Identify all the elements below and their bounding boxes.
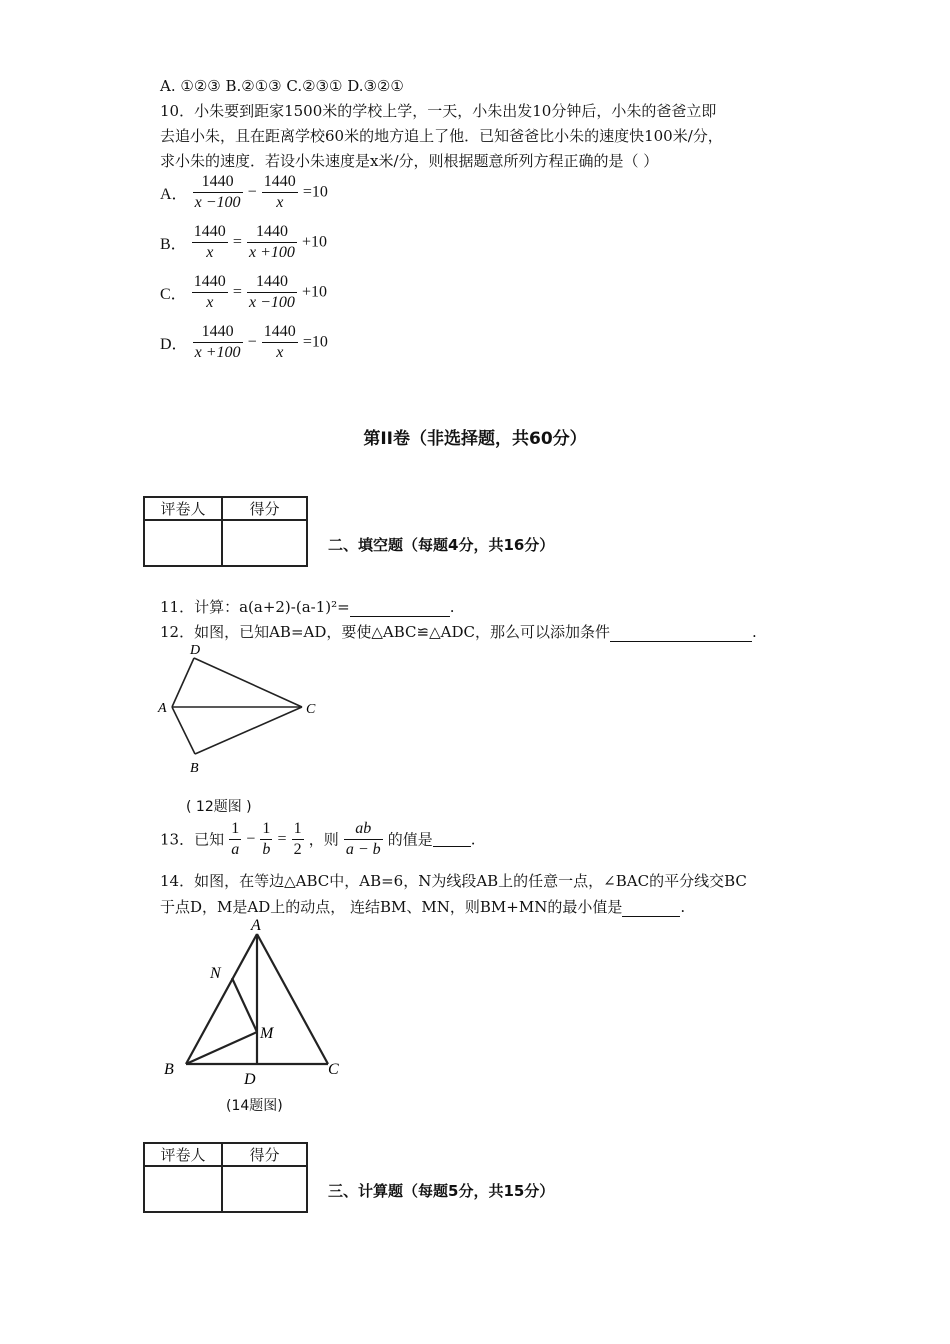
section3-title: 三、计算题（每题5分，共15分） <box>328 1182 555 1200</box>
q14-segment-ab <box>186 934 257 1064</box>
score-header-score: 得分 <box>222 1143 307 1166</box>
q14-segment-bm <box>186 1032 257 1064</box>
q10-option-b: B． $\frac{1440}{x}$ = $\frac{1440}{x +100}$ +10 <box>160 223 328 261</box>
q13: 13．已知 $\frac{1}{a}$ − $\frac{1}{b}$ = $\frac{1}{2}$ ，则 $\frac{ab}{a - b}$ 的值是 . <box>160 820 476 858</box>
q14-line2: 于点D，M是AD上的动点， 连结BM、MN，则BM+MN的最小值是 <box>160 898 623 916</box>
grader-cell <box>144 1166 222 1212</box>
q14-blank <box>622 900 680 917</box>
score-table-2 <box>143 1142 308 1213</box>
q12-label-c: C <box>306 702 316 717</box>
q14-figure <box>150 912 360 1090</box>
q13-blank <box>433 832 471 847</box>
score-table-1 <box>143 496 308 567</box>
part2-title: 第II卷（非选择题，共60分） <box>363 429 587 449</box>
q12-segment-ad <box>172 658 194 707</box>
q14-label-a: A <box>251 917 261 934</box>
q14-line2-wrap: 于点D，M是AD上的动点， 连结BM、MN，则BM+MN的最小值是 . <box>160 898 686 916</box>
q12-blank <box>610 625 752 642</box>
section2-title: 二、填空题（每题4分，共16分） <box>328 536 555 554</box>
q12-label-b: B <box>190 761 199 776</box>
grader-cell <box>144 520 222 566</box>
q9-options: A. ①②③ B.②①③ C.②③① D.③②① <box>160 77 404 95</box>
q12-text: 12．如图，已知AB=AD，要使△ABC≌△ADC，那么可以添加条件 <box>160 623 610 641</box>
q10-option-d: D． $\frac{1440}{x +100}$ − $\frac{1440}{x}$ =10 <box>160 323 328 361</box>
q10-option-a: A． $\frac{1440}{x -100}$ − $\frac{1440}{x}$ =10 <box>160 173 328 211</box>
q10-line3: 求小朱的速度．若设小朱速度是x米/分，则根据题意所列方程正确的是（ ） <box>160 152 659 170</box>
q14-segment-nm <box>232 978 257 1032</box>
q12-label-d: D <box>190 643 201 658</box>
q10-option-c: C． $\frac{1440}{x}$ = $\frac{1440}{x -100}$ +10 <box>160 273 328 311</box>
q11-text: 11．计算：a(a+2)-(a-1)²= <box>160 598 350 616</box>
q14-label-d: D <box>244 1071 256 1088</box>
score-header-score: 得分 <box>222 497 307 520</box>
q14-segment-ac <box>257 934 328 1064</box>
score-cell <box>222 1166 307 1212</box>
q11: 11．计算：a(a+2)-(a-1)²= . <box>160 598 455 616</box>
q12-label-a: A <box>158 701 167 716</box>
q14-label-m: M <box>260 1025 274 1042</box>
q12-segment-bc <box>195 707 302 754</box>
score-header-grader: 评卷人 <box>144 1143 222 1166</box>
score-cell <box>222 520 307 566</box>
q11-blank <box>350 600 450 617</box>
score-header-grader: 评卷人 <box>144 497 222 520</box>
q14-label-c: C <box>328 1061 339 1078</box>
q14-label-n: N <box>210 965 221 982</box>
q14-caption: (14题图) <box>226 1098 283 1114</box>
q10-line2: 去追小朱，且在距离学校60米的地方追上了他．已知爸爸比小朱的速度快100米/分， <box>160 127 723 145</box>
q12-caption: ( 12题图 ) <box>186 799 252 815</box>
q12-segment-dc <box>194 658 302 707</box>
q12-figure <box>150 636 340 786</box>
q14-label-b: B <box>164 1061 174 1078</box>
q12: 12．如图，已知AB=AD，要使△ABC≌△ADC，那么可以添加条件 . <box>160 623 757 641</box>
q12-segment-ab <box>172 707 195 754</box>
q10-line1: 10．小朱要到距家1500米的学校上学，一天，小朱出发10分钟后，小朱的爸爸立即 <box>160 102 717 120</box>
q14-line1: 14．如图，在等边△ABC中，AB=6，N为线段AB上的任意一点，∠BAC的平分线交BC <box>160 872 747 890</box>
